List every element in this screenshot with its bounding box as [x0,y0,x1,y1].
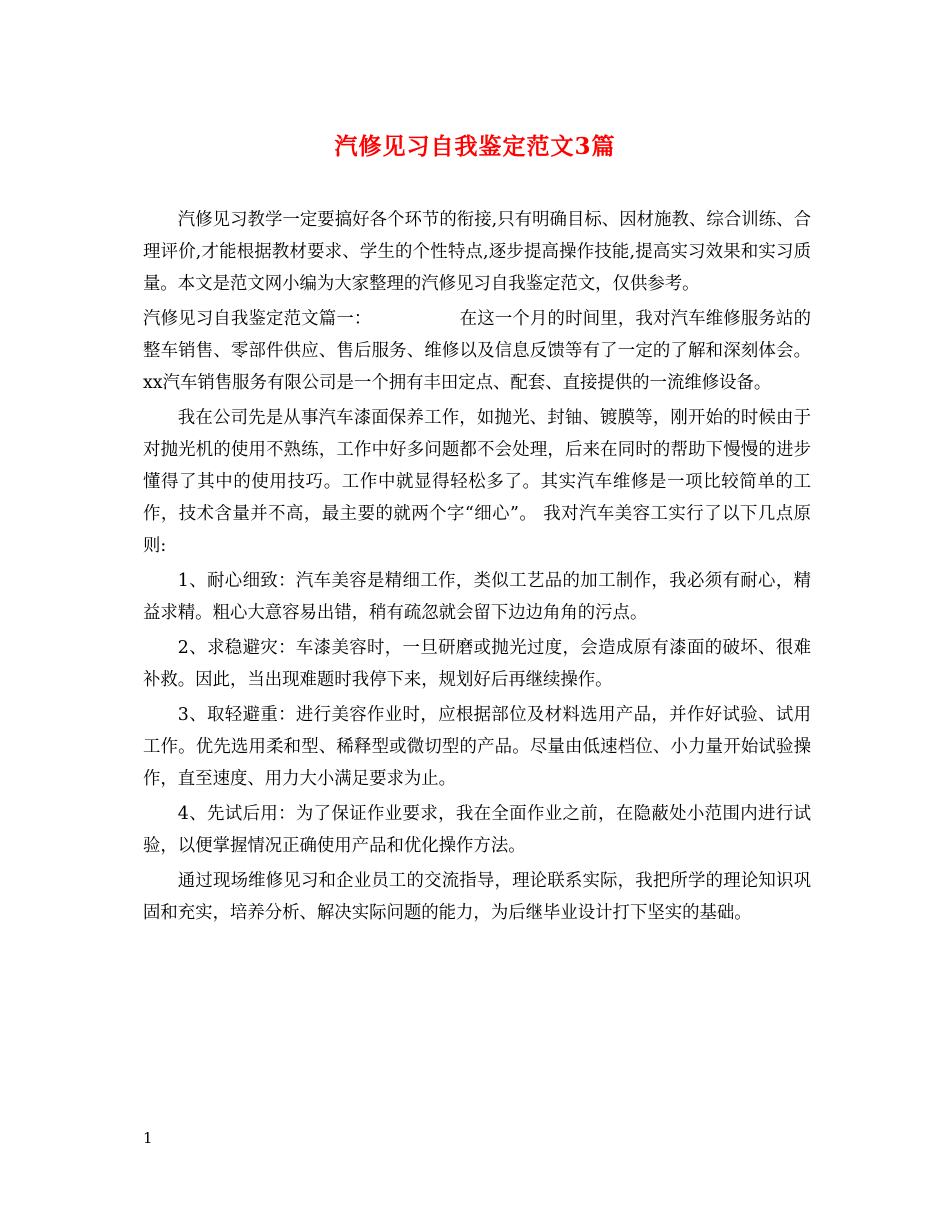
principle-paragraph: 1、耐心细致：汽车美容是精细工作，类似工艺品的加工制作，我必须有耐心，精益求精。粗心大意容易出错，稍有疏忽就会留下边边角角的污点。 [143,571,811,623]
document-title: 汽修见习自我鉴定范文3篇 [334,133,616,160]
principle-paragraph: 4、先试后用：为了保证作业要求，我在全面作业之前，在隐蔽处小范围内进行试验，以便掌握情况正确使用产品和优化操作方法。 [143,804,811,856]
document-body [143,204,811,932]
body-paragraph: 我在公司先是从事汽车漆面保养工作，如抛光、封铀、镀膜等，刚开始的时候由于对抛光机的使用不熟练，工作中好多问题都不会处理，后来在同时的帮助下慢慢的进步懂得了其中的使用技巧。工作中就显得轻松多了。其实汽车维修是一项比较简单的工作，技术含量并不高，最主要的就两个字“细心”。 我对汽车美容工实行了以下几点原则: [143,408,811,556]
intro-paragraph: 汽修见习教学一定要搞好各个环节的衔接,只有明确目标、因材施教、综合训练、合理评价,才能根据教材要求、学生的个性特点,逐步提高操作技能,提高实习效果和实习质量。本文是范文网小编为大家整理的汽修见习自我鉴定范文，仅供参考。 [143,210,811,294]
page-number: 1 [143,1129,153,1147]
section-one-paragraph [143,303,811,399]
principle-paragraph: 3、取轻避重：进行美容作业时，应根据部位及材料选用产品，并作好试验、试用工作。优先选用柔和型、稀释型或微切型的产品。尽量由低速档位、小力量开始试验操作，直至速度、用力大小满足要求为止。 [143,705,811,789]
section-first-text: 在这一个月的时间里，我对汽车维修服务站的整车销售、零部件供应、售后服务、维修以及信息反馈等有了一定的了解和深刻体会。xx汽车销售服务有限公司是一个拥有丰田定点、配套、直接提供的一流维修设备。 [143,309,811,393]
principle-paragraph: 2、求稳避灾：车漆美容时，一旦研磨或抛光过度，会造成原有漆面的破坏、很难补救。因此，当出现难题时我停下来，规划好后再继续操作。 [143,638,811,690]
section-heading: 汽修见习自我鉴定范文篇一： [143,309,372,329]
conclusion-paragraph: 通过现场维修见习和企业员工的交流指导，理论联系实际，我把所学的理论知识巩固和充实，培养分析、解决实际问题的能力，为后继毕业设计打下坚实的基础。 [143,871,811,923]
